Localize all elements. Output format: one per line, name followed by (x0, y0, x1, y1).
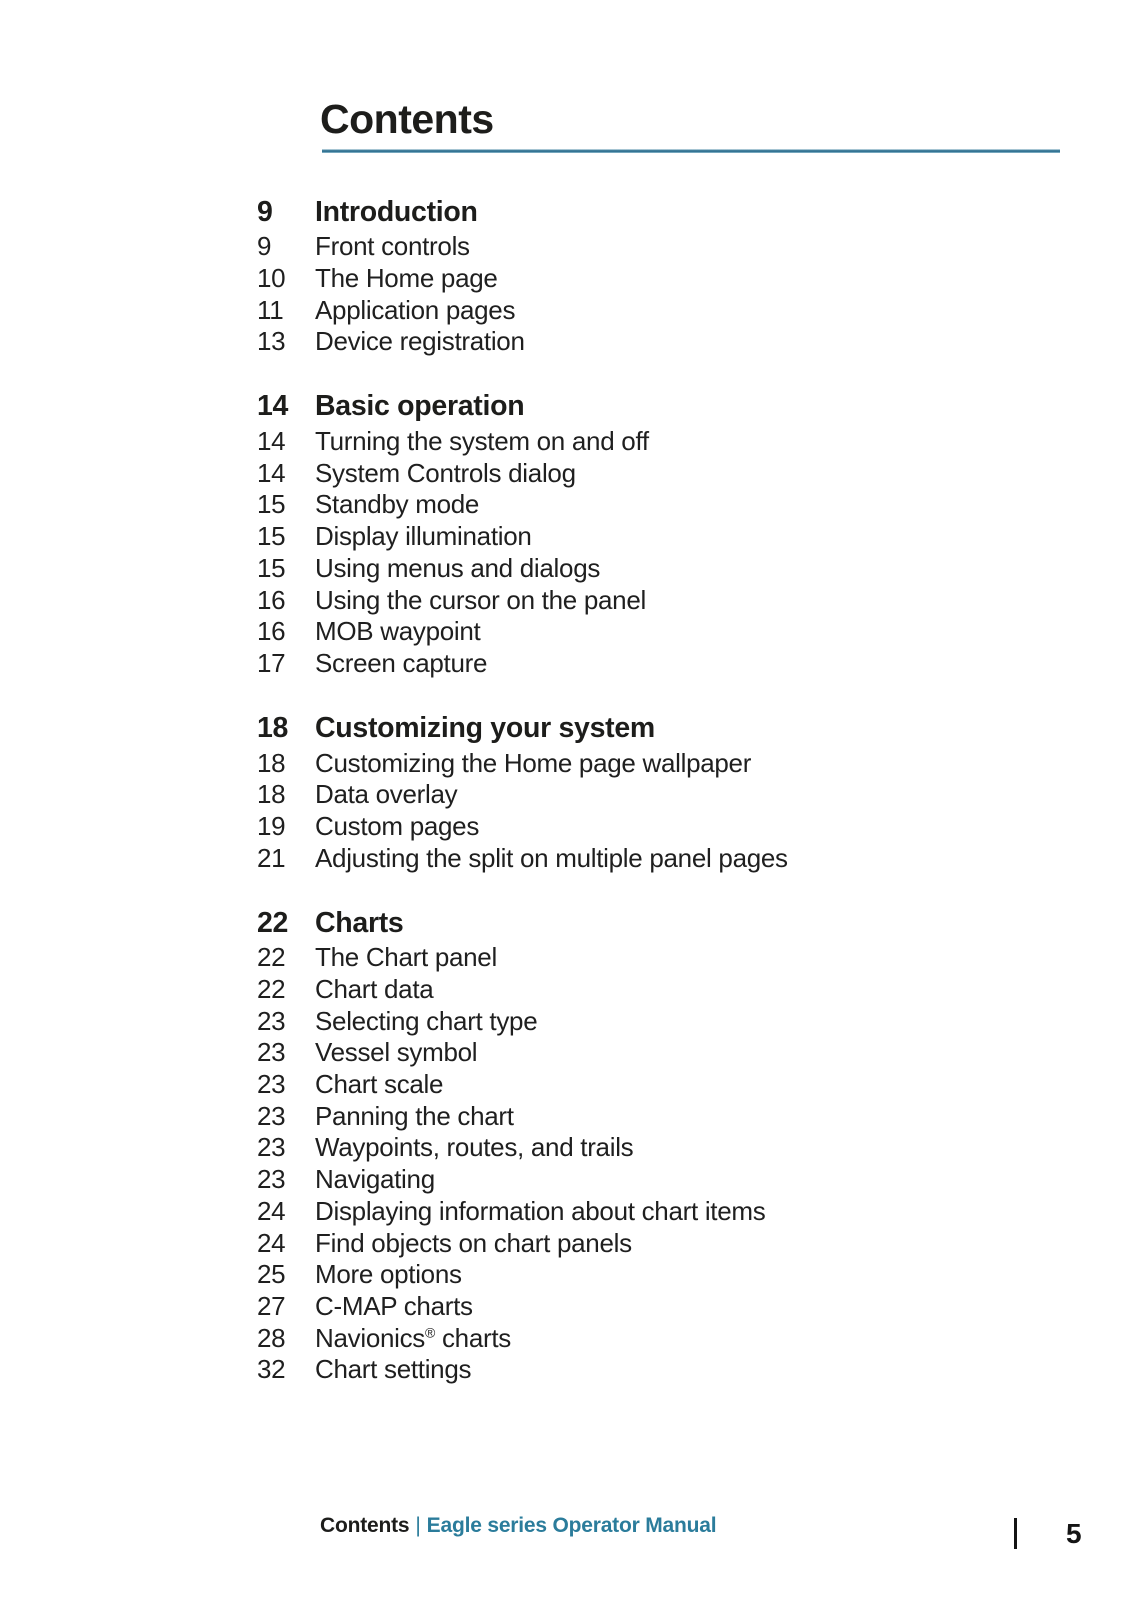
toc-entry-label: Device registration (315, 326, 525, 357)
toc-entry-label: Chart scale (315, 1069, 444, 1100)
page-number-divider (1014, 1518, 1017, 1549)
toc-entry-label: Panning the chart (315, 1100, 514, 1131)
toc-entry-page-number: 10 (257, 263, 286, 294)
toc-entry-label: Customizing the Home page wallpaper (315, 747, 752, 778)
toc-entry (257, 942, 1060, 974)
toc-entry-label: Vessel symbol (315, 1037, 478, 1068)
footer-manual-title: Eagle series Operator Manual (426, 1514, 717, 1537)
toc-entry (257, 489, 1060, 521)
toc-section-header (257, 904, 1060, 942)
toc-entry (257, 1259, 1060, 1291)
toc-entry-label: Waypoints, routes, and trails (315, 1132, 634, 1163)
toc-entry-label: Display illumination (315, 521, 532, 552)
toc-entry-label: System Controls dialog (315, 457, 576, 488)
toc-entry (257, 648, 1060, 680)
toc-entry-page-number: 32 (257, 1354, 286, 1385)
toc-entry-label: The Chart panel (315, 942, 497, 973)
toc-entry-page-number: 19 (257, 810, 286, 841)
toc-entry-page-number: 23 (257, 1037, 286, 1068)
toc-entry-label: Find objects on chart panels (315, 1227, 632, 1258)
toc-entry-label: Chart data (315, 974, 434, 1005)
toc-entry-label: C-MAP charts (315, 1290, 473, 1321)
toc-entry-page-number: 22 (257, 942, 286, 973)
toc-entry-page-number: 28 (257, 1322, 286, 1353)
toc-entry-page-number: 18 (257, 779, 286, 810)
toc-entry-label: The Home page (315, 263, 498, 294)
toc-entry (257, 842, 1060, 874)
page-number: 5 (1066, 1518, 1082, 1549)
toc-entry (257, 779, 1060, 811)
toc-section-header (257, 388, 1060, 426)
toc-entry (257, 1322, 1060, 1354)
toc-section-title: Basic operation (315, 390, 525, 423)
toc-entry-page-number: 23 (257, 1164, 286, 1195)
toc-entry-page-number: 18 (257, 747, 286, 778)
toc-entry-page-number: 15 (257, 489, 286, 520)
toc-entry (257, 1005, 1060, 1037)
toc-entry (257, 1354, 1060, 1386)
toc-entry (257, 1164, 1060, 1196)
title-underline (322, 149, 1060, 153)
toc-section-title: Charts (315, 906, 404, 939)
toc-section (257, 709, 1060, 874)
toc-entry-page-number: 16 (257, 616, 286, 647)
toc-entry-page-number: 14 (257, 426, 286, 457)
toc-sections (257, 193, 1060, 1386)
toc-section-entries (257, 231, 1060, 358)
toc-entry-page-number: 9 (257, 231, 272, 262)
toc-entry-label: Screen capture (315, 647, 488, 678)
toc-section (257, 388, 1060, 680)
toc-entry-page-number: 23 (257, 1005, 286, 1036)
toc-entry-page-number: 17 (257, 647, 286, 678)
toc-section-entries (257, 942, 1060, 1386)
toc-entry (257, 231, 1060, 263)
toc-entry-label: Adjusting the split on multiple panel pages (315, 842, 788, 873)
toc-entry (257, 1227, 1060, 1259)
toc-entry-page-number: 24 (257, 1227, 286, 1258)
toc-entry-page-number: 15 (257, 552, 286, 583)
toc-entry (257, 1100, 1060, 1132)
toc-entry-label: Navigating (315, 1164, 435, 1195)
toc-section-page-number: 9 (257, 195, 273, 228)
toc-entry (257, 747, 1060, 779)
toc-section-entries (257, 426, 1060, 680)
toc-entry-label: Custom pages (315, 810, 480, 841)
toc-entry-label: Data overlay (315, 779, 458, 810)
toc-section-title: Customizing your system (315, 711, 655, 744)
toc-entry-page-number: 13 (257, 326, 286, 357)
toc-section-page-number: 14 (257, 390, 289, 423)
toc-entry (257, 294, 1060, 326)
toc-entry-label: Navionics® charts (315, 1322, 511, 1353)
toc-section-page-number: 22 (257, 906, 289, 939)
footer-section-label: Contents (320, 1514, 410, 1537)
toc-entry-page-number: 25 (257, 1259, 286, 1290)
toc-entry-label: Standby mode (315, 489, 480, 520)
page-title: Contents (320, 96, 494, 142)
toc-entry-label: Selecting chart type (315, 1005, 538, 1036)
toc-entry (257, 521, 1060, 553)
toc-entry-page-number: 16 (257, 584, 286, 615)
toc-entry (257, 1069, 1060, 1101)
toc-entry-label: Turning the system on and off (315, 426, 649, 457)
toc-section-entries (257, 747, 1060, 874)
toc-section-page-number: 18 (257, 711, 289, 744)
toc-entry-label: Using menus and dialogs (315, 552, 601, 583)
toc-entry-page-number: 23 (257, 1069, 286, 1100)
toc-section-header (257, 193, 1060, 231)
footer-separator: | (415, 1514, 421, 1537)
toc-section-header (257, 709, 1060, 747)
toc-entry (257, 811, 1060, 843)
toc-entry-label: More options (315, 1259, 462, 1290)
toc-entry-label: Front controls (315, 231, 470, 262)
toc-entry (257, 1132, 1060, 1164)
toc-entry (257, 457, 1060, 489)
toc-entry-page-number: 21 (257, 842, 286, 873)
toc-entry-page-number: 11 (257, 294, 284, 325)
toc-entry-page-number: 24 (257, 1195, 286, 1226)
toc-entry (257, 553, 1060, 585)
toc-entry (257, 263, 1060, 295)
toc-entry-label: Using the cursor on the panel (315, 584, 646, 615)
toc-entry (257, 326, 1060, 358)
toc-entry (257, 1037, 1060, 1069)
toc-entry-page-number: 23 (257, 1100, 286, 1131)
toc-entry-label: MOB waypoint (315, 616, 481, 647)
toc-section (257, 904, 1060, 1386)
toc-section-title: Introduction (315, 195, 478, 228)
toc-entry-label: Displaying information about chart items (315, 1195, 766, 1226)
toc-entry (257, 974, 1060, 1006)
toc-entry (257, 1291, 1060, 1323)
toc-entry-page-number: 27 (257, 1290, 286, 1321)
contents-document (257, 0, 1060, 1386)
toc-entry-page-number: 23 (257, 1132, 286, 1163)
toc-entry (257, 1196, 1060, 1228)
footer-breadcrumb (320, 1514, 716, 1538)
toc-entry (257, 584, 1060, 616)
toc-entry (257, 616, 1060, 648)
toc-entry-page-number: 15 (257, 521, 286, 552)
toc-entry-label: Application pages (315, 294, 516, 325)
footer-page-number-group (1014, 1518, 1082, 1549)
toc-section (257, 193, 1060, 358)
toc-entry-page-number: 14 (257, 457, 286, 488)
toc-entry-page-number: 22 (257, 974, 286, 1005)
toc-entry-label: Chart settings (315, 1354, 472, 1385)
toc-entry (257, 426, 1060, 458)
